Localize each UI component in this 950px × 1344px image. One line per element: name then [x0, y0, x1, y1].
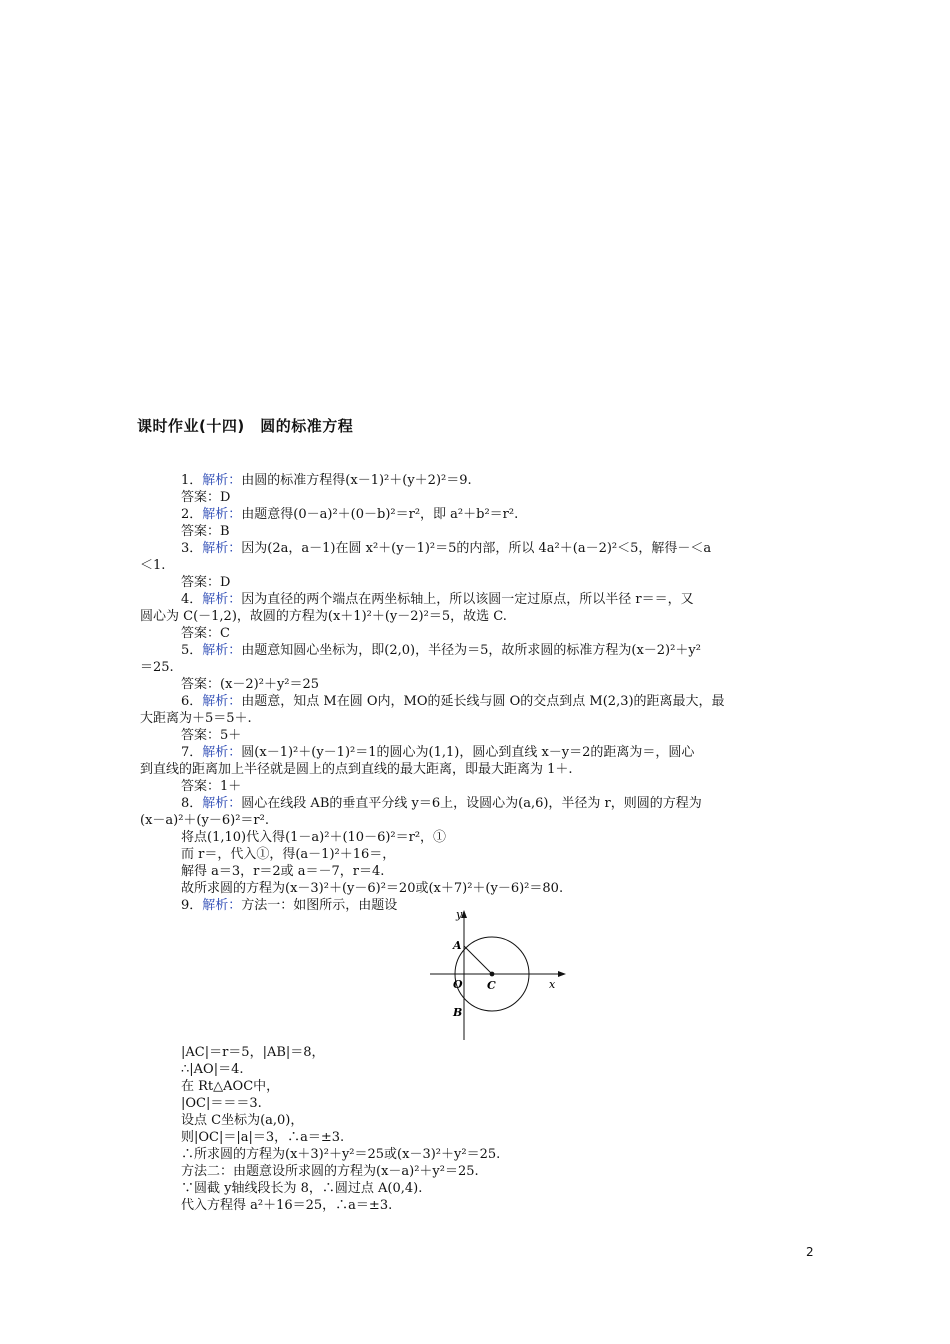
point-b-label: B — [453, 1006, 463, 1019]
analysis-keyword: 解析： — [202, 796, 242, 811]
analysis-keyword: 解析： — [202, 745, 242, 760]
line-lead: 6． — [181, 694, 203, 709]
line-lead: 圆心为 C(－1,2)，故圆的方程为(x＋1)²＋(y－2)²＝5，故选 C. — [140, 609, 507, 624]
line-lead: 9． — [181, 898, 203, 913]
text-line — [181, 1061, 243, 1078]
line-lead: |OC|＝＝＝3. — [181, 1096, 262, 1111]
text-line — [181, 829, 446, 846]
line-lead: |AC|＝r＝5，|AB|＝8， — [181, 1045, 325, 1060]
page-title: 课时作业(十四) 圆的标准方程 — [137, 417, 354, 435]
analysis-keyword: 解析： — [202, 507, 242, 522]
line-lead: 方法二：由题意设所求圆的方程为(x－a)²＋y²＝25. — [181, 1164, 479, 1179]
segment-ac — [464, 946, 492, 974]
line-lead: ∴|AO|＝4. — [181, 1062, 244, 1077]
text-line — [181, 523, 230, 540]
text-line — [181, 1129, 344, 1146]
text-line — [181, 591, 694, 608]
page-number: 2 — [806, 1245, 814, 1259]
line-lead: 在 Rt△AOC中， — [181, 1079, 280, 1094]
text-line — [181, 1078, 279, 1095]
line-lead: ∵圆截 y轴线段长为 8，∴圆过点 A(0,4). — [181, 1181, 423, 1196]
line-lead: 故所求圆的方程为(x－3)²＋(y－6)²＝20或(x＋7)²＋(y－6)²＝80. — [181, 881, 564, 896]
line-lead: 1． — [181, 473, 203, 488]
text-line — [181, 642, 701, 659]
text-line — [181, 1180, 422, 1197]
text-line — [140, 659, 174, 676]
text-line — [181, 1197, 392, 1214]
text-line — [181, 795, 702, 812]
text-line — [181, 472, 472, 489]
line-lead: 将点(1,10)代入得(1－a)²＋(10－6)²＝r²，① — [181, 830, 447, 845]
line-lead: 7． — [181, 745, 203, 760]
line-lead: 答案：D — [181, 575, 231, 590]
text-line — [140, 710, 252, 727]
line-lead: 则|OC|＝|a|＝3，∴a＝±3. — [181, 1130, 345, 1145]
line-lead: 4． — [181, 592, 203, 607]
text-line — [181, 846, 395, 863]
text-line — [181, 676, 319, 693]
text-line — [140, 761, 573, 778]
line-lead: 2． — [181, 507, 203, 522]
point-a-label: A — [453, 939, 462, 952]
line-lead: 答案：(x－2)²＋y²＝25 — [181, 677, 320, 692]
line-lead: 答案：B — [181, 524, 230, 539]
line-lead: ＝25. — [140, 660, 174, 675]
analysis-keyword: 解析： — [202, 541, 242, 556]
analysis-keyword: 解析： — [202, 473, 242, 488]
x-axis-label: x — [549, 978, 556, 991]
text-line — [181, 897, 397, 914]
line-lead: 5． — [181, 643, 203, 658]
text-line — [181, 1095, 262, 1112]
text-line — [140, 608, 507, 625]
text-line — [181, 744, 694, 761]
line-text: 由题意知圆心坐标为，即(2,0)，半径为＝5，故所求圆的标准方程为(x－2)²＋y² — [241, 643, 701, 658]
line-lead: ＜1. — [140, 558, 166, 573]
text-line — [181, 1044, 325, 1061]
line-lead: 而 r＝，代入①，得(a－1)²＋16＝， — [181, 847, 396, 862]
text-line — [181, 506, 518, 523]
analysis-keyword: 解析： — [202, 592, 242, 607]
text-line — [181, 880, 563, 897]
line-text: 由题意，知点 M在圆 O内，MO的延长线与圆 O的交点到点 M(2,3)的距离最大，最 — [241, 694, 725, 709]
text-line — [181, 1112, 303, 1129]
line-lead: 大距离为＋5＝5＋. — [140, 711, 252, 726]
line-lead: 答案：5＋ — [181, 728, 242, 743]
text-line — [181, 625, 230, 642]
line-lead: ∴所求圆的方程为(x＋3)²＋y²＝25或(x－3)²＋y²＝25. — [181, 1147, 501, 1162]
line-lead: 8． — [181, 796, 203, 811]
text-line — [181, 489, 230, 506]
text-line — [140, 557, 165, 574]
line-text: 因为(2a，a－1)在圆 x²＋(y－1)²＝5的内部，所以 4a²＋(a－2)²＜5，解得－＜a — [241, 541, 712, 556]
analysis-keyword: 解析： — [202, 898, 242, 913]
line-text: 圆心在线段 AB的垂直平分线 y＝6上，设圆心为(a,6)，半径为 r，则圆的方程为 — [241, 796, 702, 811]
line-text: 由题意得(0－a)²＋(0－b)²＝r²，即 a²＋b²＝r². — [241, 507, 519, 522]
line-lead: 答案：C — [181, 626, 230, 641]
text-line — [181, 574, 230, 591]
text-line — [181, 1163, 479, 1180]
text-line — [140, 812, 269, 829]
text-line — [181, 863, 384, 880]
circle-figure — [428, 906, 570, 1044]
center-point-c — [490, 972, 495, 977]
line-lead: 3． — [181, 541, 203, 556]
y-axis-label: y — [456, 908, 463, 921]
analysis-keyword: 解析： — [202, 694, 242, 709]
text-line — [181, 540, 711, 557]
line-lead: 答案：1＋ — [181, 779, 242, 794]
line-lead: 到直线的距离加上半径就是圆上的点到直线的最大距离，即最大距离为 1＋. — [140, 762, 573, 777]
analysis-keyword: 解析： — [202, 643, 242, 658]
line-text: 圆(x－1)²＋(y－1)²＝1的圆心为(1,1)，圆心到直线 x－y＝2的距离为＝，圆心 — [241, 745, 695, 760]
line-lead: 代入方程得 a²＋16＝25，∴a＝±3. — [181, 1198, 393, 1213]
text-line — [181, 778, 241, 795]
text-line — [181, 1146, 500, 1163]
line-lead: 设点 C坐标为(a,0)， — [181, 1113, 304, 1128]
line-lead: 答案：D — [181, 490, 231, 505]
text-line — [181, 693, 725, 710]
line-lead: (x－a)²＋(y－6)²＝r². — [140, 813, 269, 828]
x-axis-arrow — [558, 971, 566, 977]
line-lead: 解得 a＝3，r＝2或 a＝－7，r＝4. — [181, 864, 385, 879]
line-text: 因为直径的两个端点在两坐标轴上，所以该圆一定过原点，所以半径 r＝＝，又 — [241, 592, 694, 607]
line-text: 由圆的标准方程得(x－1)²＋(y＋2)²＝9. — [241, 473, 472, 488]
line-text: 方法一：如图所示，由题设 — [241, 898, 398, 913]
origin-label: O — [453, 978, 463, 991]
text-line — [181, 727, 241, 744]
point-c-label: C — [487, 979, 496, 992]
